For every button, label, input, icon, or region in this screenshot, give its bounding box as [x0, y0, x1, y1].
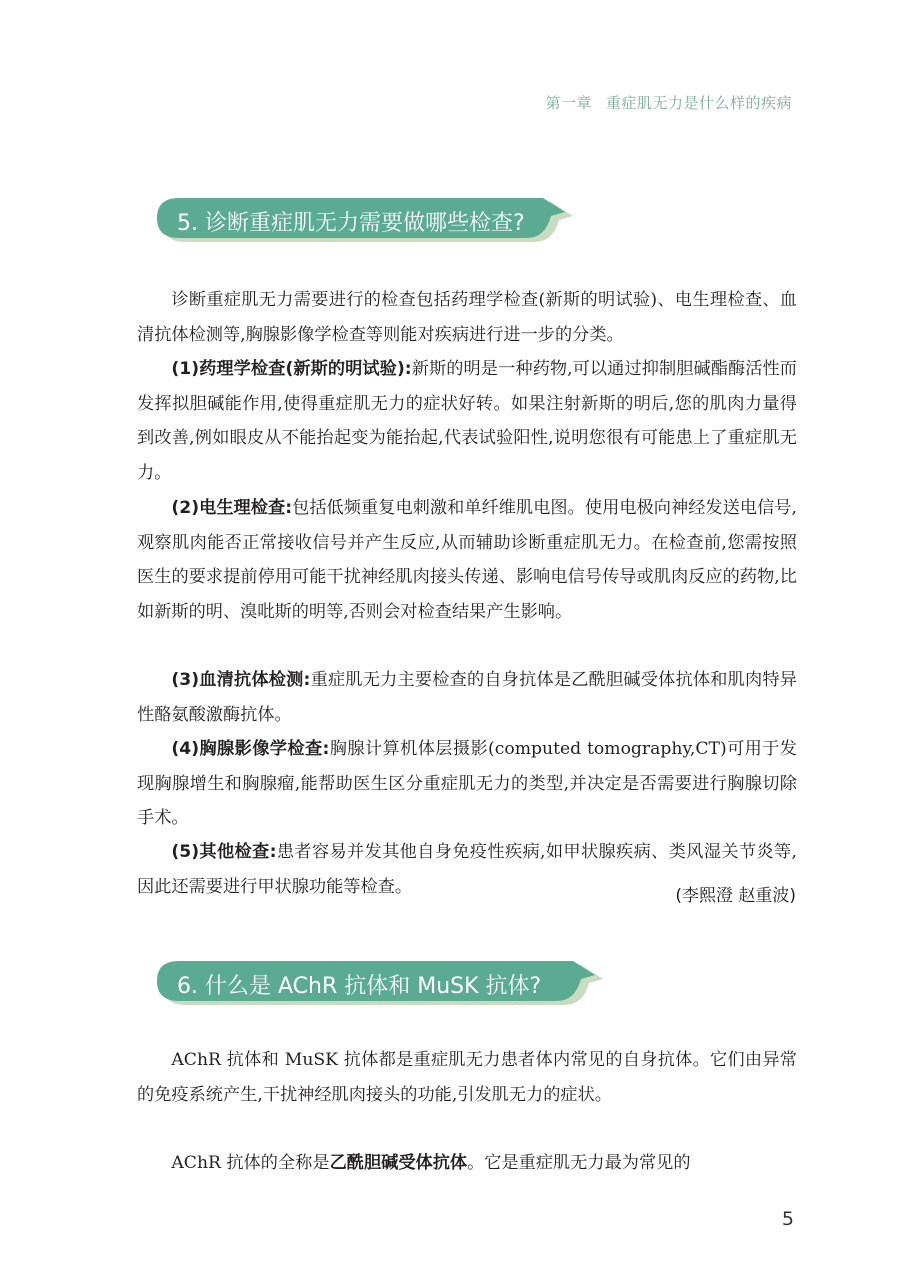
section-5-title: 5. 诊断重症肌无力需要做哪些检查? — [177, 211, 525, 236]
item-2-text: 包括低频重复电刺激和单纤维肌电图。使用电极向神经发送电信号,观察肌肉能否正常接收信号并产生反应,从而辅助诊断重症肌无力。在检查前,您需按照医生的要求提前停用可能干扰神经肌肉接头传递、影响电信号传导或肌肉反应的药物,比如新斯的明、溴吡斯的明等,否则会对检查结果产生影响。 — [137, 498, 797, 622]
section-5-banner — [155, 196, 595, 246]
para-2-start: AChR 抗体的全称是 — [171, 1153, 330, 1173]
running-header — [545, 92, 792, 113]
item-4-paragraph — [137, 732, 797, 836]
section-5-intro: 诊断重症肌无力需要进行的检查包括药理学检查(新斯的明试验)、电生理检查、血清抗体检测等,胸腺影像学检查等则能对疾病进行进一步的分类。 — [137, 290, 797, 345]
item-1-text: 新斯的明是一种药物,可以通过抑制胆碱酯酶活性而发挥拟胆碱能作用,使得重症肌无力的症状好转。如果注射新斯的明后,您的肌肉力量得到改善,例如眼皮从不能抬起变为能抬起,代表试验阳性,说明您很有可能患上了重症肌无力。 — [137, 359, 797, 483]
item-2-label: (2)电生理检查: — [171, 498, 293, 518]
section-6-para-1: AChR 抗体和 MuSK 抗体都是重症肌无力患者体内常见的自身抗体。它们由异常的免疫系统产生,干扰神经肌肉接头的功能,引发肌无力的症状。 — [137, 1050, 797, 1105]
para-2-bold-term: 乙酰胆碱受体抗体 — [329, 1153, 468, 1173]
item-4-label: (4)胸腺影像学检查: — [171, 739, 330, 759]
section-6-para-2 — [137, 1146, 797, 1181]
item-1-label: (1)药理学检查(新斯的明试验): — [171, 359, 412, 379]
page-number: 5 — [781, 1208, 794, 1230]
author-credit: (李熙澄 赵重波) — [675, 886, 796, 906]
chapter-number: 第一章 — [545, 94, 592, 112]
item-2-paragraph — [137, 491, 797, 629]
item-1-paragraph — [137, 352, 797, 490]
item-3-label: (3)血清抗体检测: — [171, 670, 311, 690]
section-6-title: 6. 什么是 AChR 抗体和 MuSK 抗体? — [177, 974, 542, 999]
chapter-title: 重症肌无力是什么样的疾病 — [605, 94, 792, 112]
item-4-text: 胸腺计算机体层摄影(computed tomography,CT)可用于发现胸腺增生和胸腺瘤,能帮助医生区分重症肌无力的类型,并决定是否需要进行胸腺切除手术。 — [137, 739, 797, 828]
item-3-paragraph — [137, 663, 797, 732]
item-5-label: (5)其他检查: — [171, 842, 277, 862]
para-2-end: 。它是重症肌无力最为常见的 — [467, 1153, 691, 1173]
item-5-text: 患者容易并发其他自身免疫性疾病,如甲状腺疾病、类风湿关节炎等,因此还需要进行甲状腺功能等检查。 — [137, 842, 797, 897]
item-3-text: 重症肌无力主要检查的自身抗体是乙酰胆碱受体抗体和肌肉特异性酪氨酸激酶抗体。 — [137, 670, 797, 725]
section-6-banner — [155, 959, 595, 1009]
